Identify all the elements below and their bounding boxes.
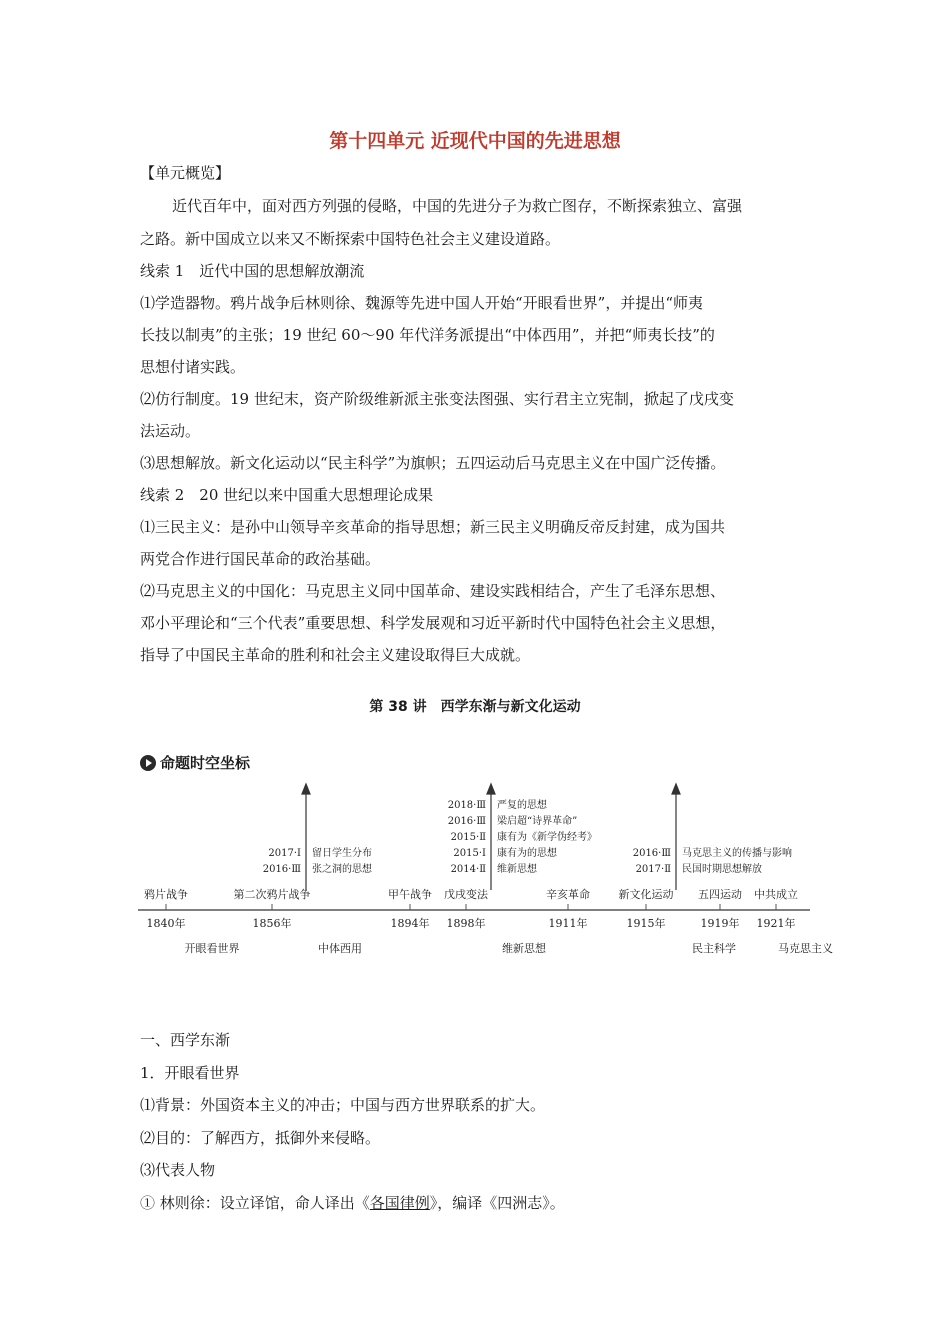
item-representatives: ⑶代表人物 (140, 1161, 216, 1179)
exam-year-tag: 2016·Ⅲ (262, 864, 301, 875)
exam-topic: 梁启超“诗界革命” (497, 816, 578, 827)
exam-topic: 民国时期思想解放 (682, 864, 762, 875)
event-label: 新文化运动 (618, 888, 674, 901)
clue-1-heading: 线索 1 近代中国的思想解放潮流 (140, 262, 365, 280)
unit-title: 第十四单元 近现代中国的先进思想 (329, 130, 621, 152)
section-one-heading: 一、西学东渐 (140, 1031, 231, 1049)
year-label: 1915年 (626, 917, 666, 930)
exam-topic: 张之洞的思想 (312, 864, 372, 875)
event-label: 第二次鸦片战争 (233, 888, 311, 901)
exam-year-tag: 2014·Ⅱ (450, 864, 486, 875)
year-label: 1919年 (700, 917, 740, 930)
event-label: 中共成立 (754, 888, 798, 901)
timeline-ticks (166, 904, 776, 910)
exam-topic: 维新思想 (497, 864, 537, 875)
era-label: 中体西用 (318, 942, 362, 955)
era-label: 维新思想 (502, 942, 546, 955)
exam-year-tag: 2015·Ⅱ (450, 832, 486, 843)
clue-2-item-1-line2: 两党合作进行国民革命的政治基础。 (140, 550, 381, 568)
arrow-head-3 (672, 784, 680, 794)
overview-intro-line1: 近代百年中，面对西方列强的侵略，中国的先进分子为救亡图存，不断探索独立、富强 (172, 197, 743, 215)
exam-year-tag: 2018·Ⅲ (447, 800, 486, 811)
timeline-exam-groups (263, 798, 792, 875)
exam-year-tag: 2016·Ⅲ (632, 848, 671, 859)
section-heading-label: 命题时空坐标 (160, 754, 251, 772)
exam-topic: 康有为《新学伪经考》 (497, 832, 597, 843)
clue-1-item-1-line1: ⑴学造器物。鸦片战争后林则徐、魏源等先进中国人开始“开眼看世界”，并提出“师夷 (140, 294, 704, 312)
play-icon (140, 755, 156, 771)
timeline-eras (185, 941, 834, 955)
item-lin-zexu-pre: ① 林则徐：设立译馆，命人译出《 (140, 1194, 370, 1212)
book-title-link: 各国律例 (369, 1194, 430, 1212)
subsection-heading: 1．开眼看世界 (140, 1064, 240, 1082)
event-label: 甲午战争 (388, 888, 432, 901)
clue-2-item-2-line1: ⑵马克思主义的中国化：马克思主义同中国革命、建设实践相结合，产生了毛泽东思想、 (140, 582, 726, 600)
event-label: 鸦片战争 (144, 888, 188, 901)
year-label: 1856年 (252, 917, 292, 930)
exam-year-tag: 2017·Ⅱ (635, 864, 671, 875)
lesson-title: 第 38 讲 西学东渐与新文化运动 (369, 699, 581, 715)
clue-2-item-2-line2: 邓小平理论和“三个代表”重要思想、科学发展观和习近平新时代中国特色社会主义思想， (140, 614, 726, 632)
exam-topic: 留日学生分布 (312, 848, 372, 859)
exam-topic: 康有为的思想 (497, 848, 557, 859)
timeline-years (147, 916, 796, 930)
item-lin-zexu (140, 1193, 565, 1213)
exam-year-tag: 2015·Ⅰ (453, 848, 486, 859)
event-label: 辛亥革命 (546, 888, 590, 901)
timeline-diagram (130, 780, 833, 970)
arrow-head-2 (487, 784, 495, 794)
year-label: 1921年 (756, 917, 796, 930)
overview-heading: 【单元概览】 (140, 164, 231, 182)
event-label: 戊戌变法 (444, 888, 488, 901)
exam-year-tag: 2016·Ⅲ (447, 816, 486, 827)
year-label: 1911年 (548, 917, 588, 930)
item-background: ⑴背景：外国资本主义的冲击；中国与西方世界联系的扩大。 (140, 1096, 546, 1114)
clue-1-item-2-line2: 法运动。 (140, 422, 201, 440)
clue-1-item-1-line3: 思想付诸实践。 (140, 358, 246, 376)
exam-year-tag: 2017·Ⅰ (268, 848, 301, 859)
clue-2-item-1-line1: ⑴三民主义：是孙中山领导辛亥革命的指导思想；新三民主义明确反帝反封建，成为国共 (140, 518, 726, 536)
year-label: 1840年 (146, 917, 186, 930)
clue-2-item-2-line3: 指导了中国民主革命的胜利和社会主义建设取得巨大成就。 (140, 646, 531, 664)
clue-1-item-2-line1: ⑵仿行制度。19 世纪末，资产阶级维新派主张变法图强、实行君主立宪制，掀起了戊戌变 (140, 390, 734, 408)
era-label: 民主科学 (692, 942, 736, 955)
section-heading (140, 752, 250, 773)
clue-1-item-3: ⑶思想解放。新文化运动以“民主科学”为旗帜；五四运动后马克思主义在中国广泛传播。 (140, 454, 726, 472)
item-purpose: ⑵目的：了解西方，抵御外来侵略。 (140, 1129, 381, 1147)
arrow-head-1 (302, 784, 310, 794)
clue-2-heading: 线索 2 20 世纪以来中国重大思想理论成果 (140, 486, 434, 504)
era-label: 马克思主义 (778, 942, 833, 955)
year-label: 1894年 (390, 917, 430, 930)
timeline-events (144, 887, 798, 901)
year-label: 1898年 (446, 917, 486, 930)
item-lin-zexu-post: 》，编译《四洲志》。 (429, 1194, 565, 1212)
era-label: 开眼看世界 (184, 942, 240, 955)
exam-topic: 严复的思想 (497, 800, 547, 811)
exam-topic: 马克思主义的传播与影响 (682, 848, 792, 859)
event-label: 五四运动 (698, 888, 742, 901)
overview-intro-line2: 之路。新中国成立以来又不断探索中国特色社会主义建设道路。 (140, 230, 561, 248)
clue-1-item-1-line2: 长技以制夷”的主张；19 世纪 60～90 年代洋务派提出“中体西用”，并把“师夷长技”的 (140, 326, 715, 344)
